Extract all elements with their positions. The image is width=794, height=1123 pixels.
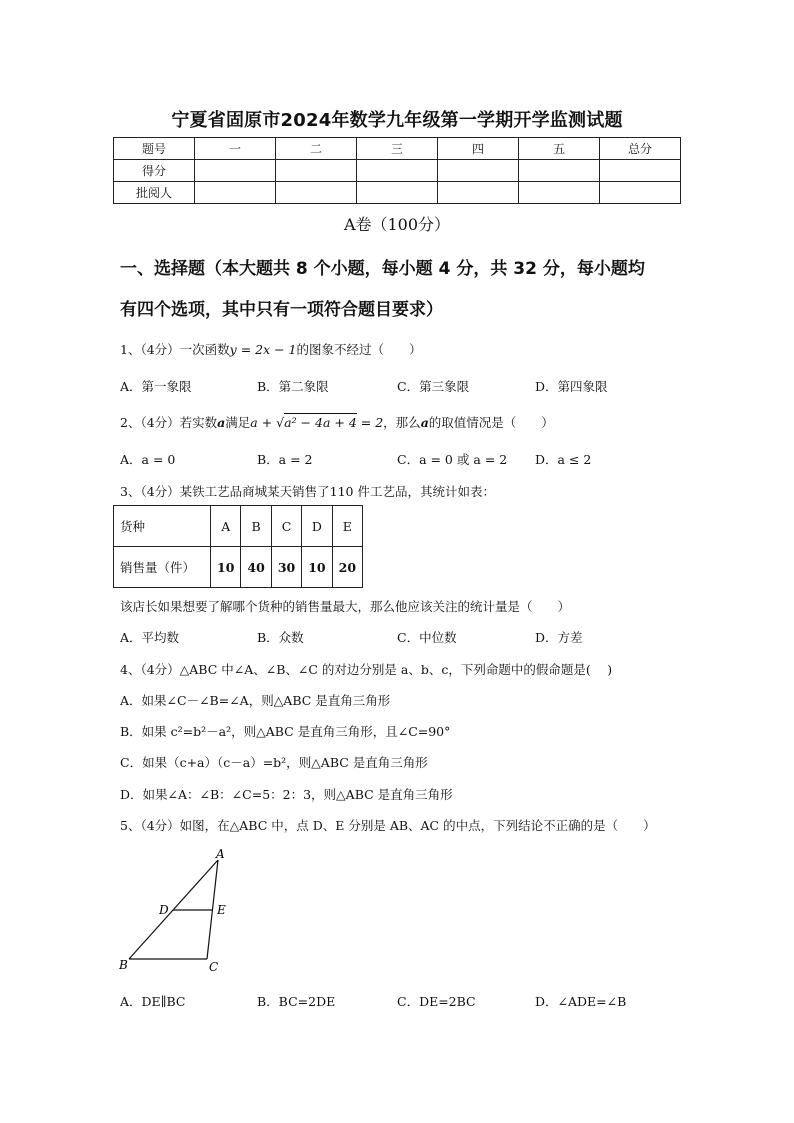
q2-prefix: 2、（4分）若实数	[120, 415, 218, 430]
score-cell[interactable]	[519, 160, 600, 182]
grader-cell[interactable]	[519, 182, 600, 204]
q3-option-d[interactable]: D．方差	[535, 630, 583, 645]
score-table	[113, 137, 681, 204]
question-3: 3、（4分）某铁工艺品商城某天销售了110 件工艺品，其统计如表：	[120, 484, 495, 499]
grader-cell[interactable]	[438, 182, 519, 204]
sales-cell: 销售量（件）	[114, 547, 211, 588]
score-header-cell: 总分	[600, 138, 681, 160]
sales-cell: C	[271, 506, 301, 547]
q3-option-a[interactable]: A．平均数	[120, 630, 180, 645]
sales-cell: B	[241, 506, 271, 547]
sales-row-quantity	[114, 547, 363, 588]
q2-option-a[interactable]: A．a = 0	[120, 452, 176, 467]
question-5: 5、（4分）如图，在△ABC 中，点 D、E 分别是 AB、AC 的中点，下列结论不正确的是（ ）	[120, 818, 656, 833]
q4-option-c[interactable]: C．如果（c+a）（c－a）=b²，则△ABC 是直角三角形	[120, 755, 428, 770]
score-cell[interactable]	[357, 160, 438, 182]
score-cell[interactable]	[195, 160, 276, 182]
score-table-header-row	[114, 138, 681, 160]
q5-option-c[interactable]: C．DE=2BC	[397, 994, 476, 1009]
q2-variable-2: a	[420, 415, 429, 430]
q1-suffix: 的图象不经过（ ）	[296, 342, 422, 357]
grader-cell[interactable]	[276, 182, 357, 204]
q2-mid: 满足	[225, 415, 251, 430]
q2-option-d[interactable]: D．a ≤ 2	[535, 452, 592, 467]
label-b: B	[119, 958, 128, 972]
sales-cell: 30	[271, 547, 301, 588]
q4-option-d[interactable]: D．如果∠A：∠B：∠C=5：2：3，则△ABC 是直角三角形	[120, 787, 453, 802]
q2-variable: a	[217, 415, 226, 430]
score-row-label: 得分	[114, 160, 195, 182]
sales-cell: 20	[332, 547, 362, 588]
q5-option-a[interactable]: A．DE∥BC	[120, 994, 186, 1009]
q5-option-d[interactable]: D．∠ADE=∠B	[535, 994, 627, 1009]
page-title: 宁夏省固原市2024年数学九年级第一学期开学监测试题	[171, 110, 623, 131]
q2-radicand: a² − 4a + 4	[284, 415, 357, 430]
sales-cell: 40	[241, 547, 271, 588]
sales-cell: 10	[302, 547, 332, 588]
q1-option-b[interactable]: B．第二象限	[257, 379, 329, 394]
grader-row	[114, 182, 681, 204]
grader-cell[interactable]	[195, 182, 276, 204]
label-e: E	[217, 903, 226, 917]
sales-cell: E	[332, 506, 362, 547]
question-1	[120, 340, 422, 358]
q1-formula: y = 2x − 1	[229, 342, 297, 357]
section1-heading-line2: 有四个选项，其中只有一项符合题目要求）	[120, 300, 443, 320]
q4-option-b[interactable]: B．如果 c²=b²－a²，则△ABC 是直角三角形，且∠C=90°	[120, 724, 451, 739]
score-cell[interactable]	[438, 160, 519, 182]
q3-option-b[interactable]: B．众数	[257, 630, 304, 645]
label-c: C	[209, 960, 219, 974]
score-row	[114, 160, 681, 182]
q2-formula-eq: = 2	[356, 415, 384, 430]
score-header-cell: 四	[438, 138, 519, 160]
sales-cell: 货种	[114, 506, 211, 547]
q1-option-c[interactable]: C．第三象限	[397, 379, 470, 394]
q3-question: 该店长如果想要了解哪个货种的销售量最大，那么他应该关注的统计量是（ ）	[120, 599, 571, 614]
sales-row-category	[114, 506, 363, 547]
q2-option-b[interactable]: B．a = 2	[257, 452, 313, 467]
grader-cell[interactable]	[357, 182, 438, 204]
question-2	[120, 413, 554, 431]
q2-option-c[interactable]: C．a = 0 或 a = 2	[397, 452, 508, 467]
score-header-cell: 一	[195, 138, 276, 160]
sales-table	[113, 505, 363, 588]
section1-heading-line1: 一、选择题（本大题共 8 个小题，每小题 4 分，共 32 分，每小题均	[120, 259, 645, 279]
score-header-cell: 二	[276, 138, 357, 160]
score-cell[interactable]	[600, 160, 681, 182]
q1-option-a[interactable]: A．第一象限	[120, 379, 192, 394]
question-4: 4、（4分）△ABC 中∠A、∠B、∠C 的对边分别是 a、b、c，下列命题中的假命题是( )	[120, 662, 613, 677]
grader-row-label: 批阅人	[114, 182, 195, 204]
q2-formula-a: a +	[250, 415, 277, 430]
q3-option-c[interactable]: C．中位数	[397, 630, 457, 645]
triangle-figure	[110, 845, 250, 977]
q4-option-a[interactable]: A．如果∠C－∠B=∠A，则△ABC 是直角三角形	[120, 693, 391, 708]
q2-post2: 的取值情况是（ ）	[428, 415, 554, 430]
q1-option-d[interactable]: D．第四象限	[535, 379, 608, 394]
label-a: A	[216, 847, 225, 861]
q5-option-b[interactable]: B．BC=2DE	[257, 994, 336, 1009]
sales-cell: D	[302, 506, 332, 547]
label-d: D	[159, 903, 169, 917]
q1-prefix: 1、（4分）一次函数	[120, 342, 230, 357]
volume-heading: A卷（100分）	[343, 215, 451, 234]
q2-post1: ，那么	[383, 415, 421, 430]
grader-cell[interactable]	[600, 182, 681, 204]
sales-cell: A	[211, 506, 241, 547]
q2-radical-icon: √	[276, 415, 285, 430]
score-header-cell: 五	[519, 138, 600, 160]
sales-cell: 10	[211, 547, 241, 588]
score-cell[interactable]	[276, 160, 357, 182]
score-header-cell: 三	[357, 138, 438, 160]
score-header-cell: 题号	[114, 138, 195, 160]
